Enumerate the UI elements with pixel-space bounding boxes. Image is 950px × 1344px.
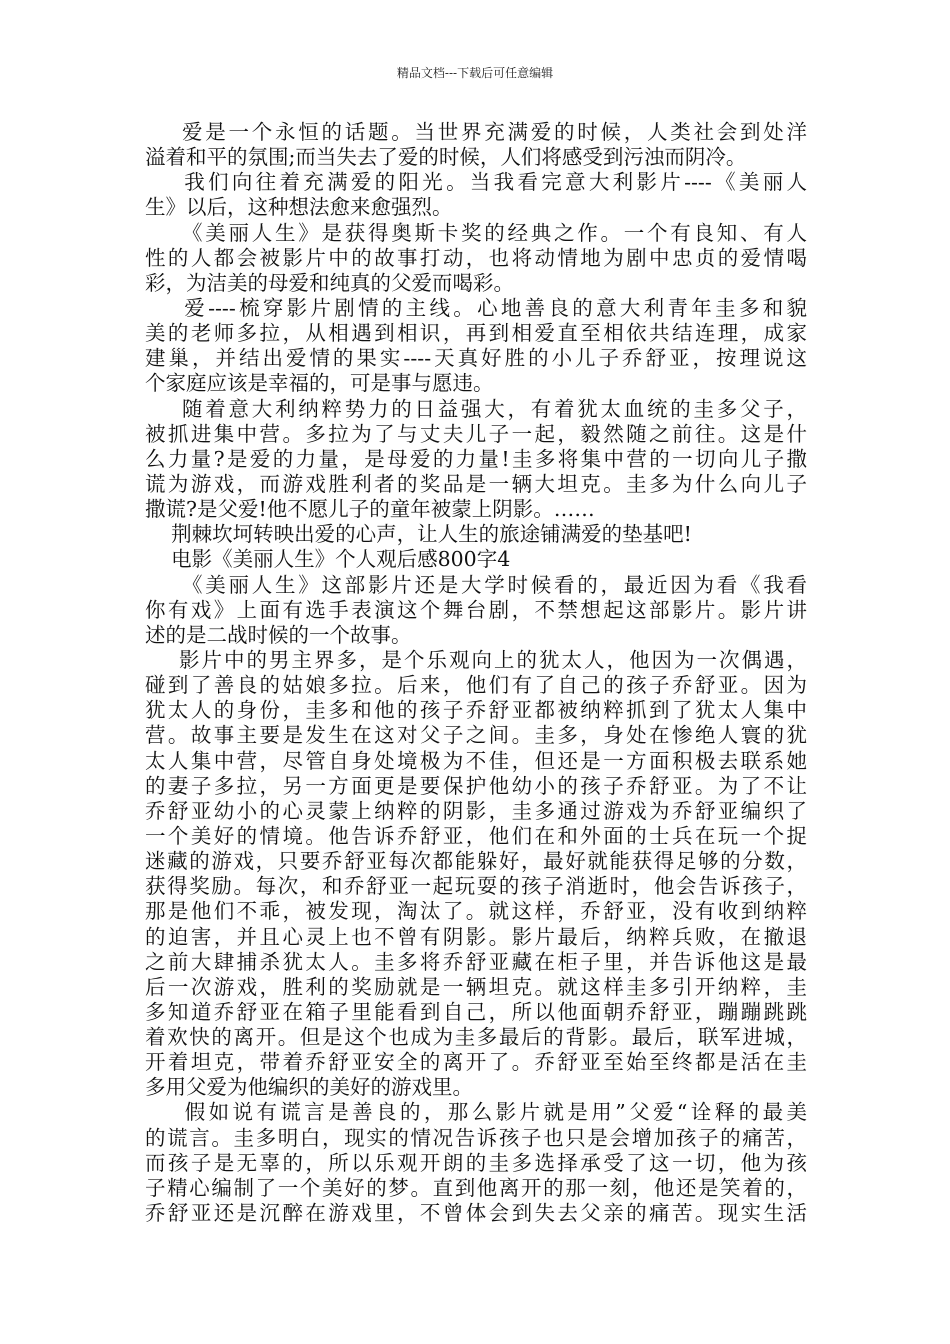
text-line: 营。故事主要是发生在这对父子之间。圭多，身处在惨绝人寰的犹 — [145, 723, 807, 748]
text-line: 碰到了善良的姑娘多拉。后来，他们有了自己的孩子乔舒亚。因为 — [145, 673, 807, 698]
text-line: 生》以后，这种想法愈来愈强烈。 — [145, 195, 453, 220]
text-line: 乔舒亚幼小的心灵蒙上纳粹的阴影，圭多通过游戏为乔舒亚编织了 — [145, 798, 807, 823]
text-line: 影片中的男主界多，是个乐观向上的犹太人，他因为一次偶遇， — [145, 647, 807, 672]
text-line: 被抓进集中营。多拉为了与丈夫儿子一起，毅然随之前往。这是什 — [145, 421, 807, 446]
text-line: 的妻子多拉，另一方面更是要保护他幼小的孩子乔舒亚。为了不让 — [145, 773, 807, 798]
text-line: 随着意大利纳粹势力的日益强大，有着犹太血统的圭多父子， — [145, 396, 807, 421]
text-line: 你有戏》上面有选手表演这个舞台剧，不禁想起这部影片。影片讲 — [145, 597, 807, 622]
text-line: 荆棘坎坷转映出爱的心声，让人生的旅途铺满爱的垫基吧! — [145, 522, 692, 547]
text-line: 电影《美丽人生》个人观后感800字4 — [145, 547, 511, 572]
text-line: 个家庭应该是幸福的，可是事与愿违。 — [145, 371, 494, 396]
page-header: 精品文档---下载后可任意编辑 — [396, 66, 554, 80]
text-line: 迷藏的游戏，只要乔舒亚每次都能躲好，最好就能获得足够的分数， — [145, 849, 807, 874]
text-line: 爱是一个永恒的话题。当世界充满爱的时候，人类社会到处洋 — [145, 120, 807, 144]
text-line: 美的老师多拉，从相遇到相识，再到相爱直至相依共结连理，成家 — [145, 321, 807, 346]
text-line: 太人集中营，尽管自身处境极为不佳，但还是一方面积极去联系她 — [145, 748, 807, 773]
document-body — [145, 120, 807, 1226]
text-line: 撒谎?是父爱!他不愿儿子的童年被蒙上阴影。…… — [145, 497, 595, 522]
text-line: 那是他们不乖，被发现，淘汰了。就这样，乔舒亚，没有收到纳粹 — [145, 899, 807, 924]
text-line: 谎为游戏，而游戏胜利者的奖品是一辆大坦克。圭多为什么向儿子 — [145, 471, 807, 496]
text-line: 多知道乔舒亚在箱子里能看到自己，所以他面朝乔舒亚，蹦蹦跳跳 — [145, 999, 807, 1024]
text-line: 假如说有谎言是善良的，那么影片就是用”父爱“诠释的最美 — [145, 1100, 807, 1125]
text-line: 犹太人的身份，圭多和他的孩子乔舒亚都被纳粹抓到了犹太人集中 — [145, 698, 807, 723]
text-line: 《美丽人生》这部影片还是大学时候看的，最近因为看《我看 — [145, 572, 807, 597]
text-line: 建巢，并结出爱情的果实----天真好胜的小儿子乔舒亚，按理说这 — [145, 346, 807, 371]
text-line: 溢着和平的氛围;而当失去了爱的时候，人们将感受到污浊而阴冷。 — [145, 145, 747, 170]
text-line: 获得奖励。每次，和乔舒亚一起玩耍的孩子消逝时，他会告诉孩子， — [145, 874, 807, 899]
text-line: 子精心编制了一个美好的梦。直到他离开的那一刻，他还是笑着的， — [145, 1175, 807, 1200]
text-line: 《美丽人生》是获得奥斯卡奖的经典之作。一个有良知、有人 — [145, 220, 807, 245]
text-line: 的谎言。圭多明白，现实的情况告诉孩子也只是会增加孩子的痛苦， — [145, 1125, 807, 1150]
text-line: 乔舒亚还是沉醉在游戏里，不曾体会到失去父亲的痛苦。现实生活 — [145, 1201, 807, 1226]
text-line: 开着坦克，带着乔舒亚安全的离开了。乔舒亚至始至终都是活在圭 — [145, 1050, 807, 1075]
text-line: 彩，为洁美的母爱和纯真的父爱而喝彩。 — [145, 270, 514, 295]
text-line: 之前大肆捕杀犹太人。圭多将乔舒亚藏在柜子里，并告诉他这是最 — [145, 949, 807, 974]
text-line: 性的人都会被影片中的故事打动，也将动情地为剧中忠贞的爱情喝 — [145, 245, 807, 270]
text-line: 述的是二战时候的一个故事。 — [145, 622, 412, 647]
text-line: 多用父爱为他编织的美好的游戏里。 — [145, 1075, 473, 1100]
text-line: 的迫害，并且心灵上也不曾有阴影。影片最后，纳粹兵败，在撤退 — [145, 924, 807, 949]
text-line: 一个美好的情境。他告诉乔舒亚，他们在和外面的士兵在玩一个捉 — [145, 823, 807, 848]
text-line: 着欢快的离开。但是这个也成为圭多最后的背影。最后，联军进城， — [145, 1025, 807, 1050]
text-line: 后一次游戏，胜利的奖励就是一辆坦克。就这样圭多引开纳粹，圭 — [145, 974, 807, 999]
text-line: 我们向往着充满爱的阳光。当我看完意大利影片----《美丽人 — [145, 170, 807, 195]
text-line: 而孩子是无辜的，所以乐观开朗的圭多选择承受了这一切，他为孩 — [145, 1150, 807, 1175]
text-line: 么力量?是爱的力量，是母爱的力量!圭多将集中营的一切向儿子撒 — [145, 446, 807, 471]
text-line: 爱----梳穿影片剧情的主线。心地善良的意大利青年圭多和貌 — [145, 295, 807, 320]
